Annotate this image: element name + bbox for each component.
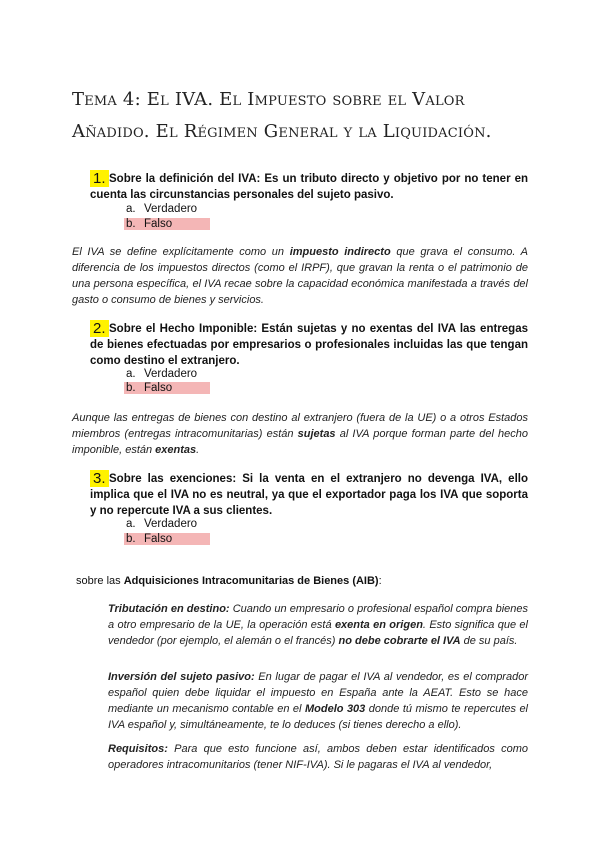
section-intro: sobre las Adquisiciones Intracomunitarias de Bienes (AIB): (76, 575, 382, 587)
aib-item-requirements: Requisitos: Para que esto funcione así, ambos deben estar identificados como operadores intracomunitarios (tener NIF-IVA). Si le pagaras el IVA al vendedor, (108, 743, 528, 771)
answer-option-a[interactable]: a. Verdadero (126, 203, 198, 215)
question-text: Sobre la definición del IVA: Es un tributo directo y objetivo por no tener en cuenta las circunstancias personales del sujeto pasivo. (90, 173, 528, 201)
question-text: Sobre las exenciones: Si la venta en el extranjero no devenga IVA, ello implica que el IVA no es neutral, ya que el exportador paga los IVA que soporta y no repercute IVA a sus clientes. (90, 473, 528, 517)
question-number: 2. (90, 320, 109, 337)
question-number: 1. (90, 170, 109, 187)
answer-option-a[interactable]: a. Verdadero (126, 368, 198, 380)
explanation-text: El IVA se define explícitamente como un impuesto indirecto que grava el consumo. A diferencia de los impuestos directos (como el IRPF), que gravan la renta o el patrimonio de una persona específica, el IVA recae sobre la capacidad económica manifestada a través del gasto o consumo de bienes y servicios. (72, 246, 528, 306)
aib-item-destination: Tributación en destino: Cuando un empresario o profesional español compra bienes a otro empresario de la UE, la operación está exenta en origen. Esto significa que el vendedor (por ejemplo, el alemán o el francés) no debe cobrarte el IVA de su país. (108, 603, 528, 647)
question-text: Sobre el Hecho Imponible: Están sujetas y no exentas del IVA las entregas de bienes efectuadas por empresarios o profesionales incluidas las que tengan como destino el extranjero. (90, 323, 528, 367)
answer-option-b-selected[interactable]: b. Falso (126, 532, 210, 547)
answer-option-b-selected[interactable]: b. Falso (126, 217, 210, 232)
page-title: Tema 4: El IVA. El Impuesto sobre el Valor Añadido. El Régimen General y la Liquidación. (72, 89, 492, 142)
question-number: 3. (90, 470, 109, 487)
explanation-text: Aunque las entregas de bienes con destino al extranjero (fuera de la UE) o a otros Estados miembros (entregas intracomunitarias) están sujetas al IVA porque forman parte del hecho imponible, están exentas. (72, 412, 528, 456)
answer-option-b-selected[interactable]: b. Falso (126, 381, 210, 396)
aib-item-reverse-charge: Inversión del sujeto pasivo: En lugar de pagar el IVA al vendedor, es el comprador español quien debe liquidar el impuesto en España ante la AEAT. Esto se hace mediante un mecanismo contable en el Modelo 303 donde tú mismo te repercutes el IVA español y, simultáneamente, te lo deduces (si tienes derecho a ello). (108, 671, 528, 731)
answer-option-a[interactable]: a. Verdadero (126, 518, 198, 530)
